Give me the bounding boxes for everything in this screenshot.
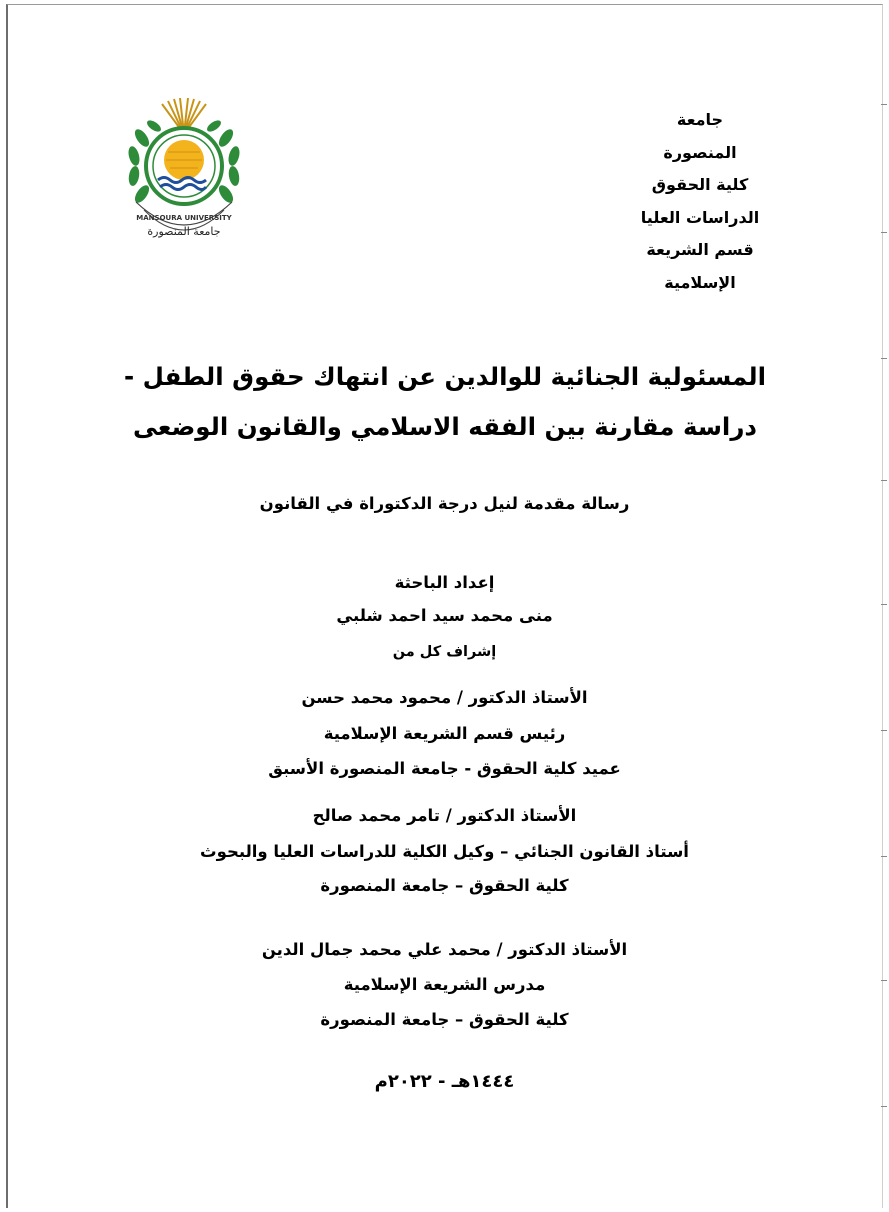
- title-line-2: دراسة مقارنة بين الفقه الاسلامي والقانون الوضعى: [132, 412, 757, 441]
- degree-line: رسالة مقدمة لنيل درجة الدكتوراة في القانون: [259, 494, 630, 513]
- logo-ring-text-ar: جامعة المنصورة: [147, 225, 221, 238]
- supervision-label: إشراف كل من: [392, 644, 497, 660]
- prepared-by-label: إعداد الباحثة: [394, 573, 495, 592]
- supervisor-1-title: عميد كلية الحقوق - جامعة المنصورة الأسبق: [268, 759, 621, 778]
- university-logo: [122, 98, 246, 240]
- supervisor-3-title: مدرس الشريعة الإسلامية: [343, 975, 546, 994]
- university-line: قسم الشريعة: [646, 240, 754, 259]
- date-line: ١٤٤٤هـ - ٢٠٢٢م: [374, 1071, 515, 1092]
- researcher-name: منى محمد سيد احمد شلبي: [336, 606, 553, 625]
- university-line: الإسلامية: [664, 272, 736, 292]
- title-line-1: المسئولية الجنائية للوالدين عن انتهاك حقوق الطفل -: [123, 362, 767, 391]
- logo-ring-text-en: MANSOURA UNIVERSITY: [136, 214, 232, 222]
- university-line: الدراسات العليا: [640, 207, 760, 227]
- supervisor-3-title: كلية الحقوق – جامعة المنصورة: [320, 1010, 569, 1029]
- supervisor-2-title: كلية الحقوق – جامعة المنصورة: [320, 876, 569, 895]
- supervisor-1-title: رئيس قسم الشريعة الإسلامية: [323, 724, 566, 743]
- supervisor-1-name: الأستاذ الدكتور / محمود محمد حسن: [301, 688, 588, 707]
- university-line: المنصورة: [663, 142, 737, 162]
- university-line: كلية الحقوق: [651, 175, 749, 194]
- supervisor-2-name: الأستاذ الدكتور / تامر محمد صالح: [312, 806, 577, 825]
- university-header: [560, 104, 840, 299]
- university-line: جامعة: [676, 110, 724, 129]
- supervisor-3-name: الأستاذ الدكتور / محمد علي محمد جمال الدين: [261, 940, 628, 959]
- supervisor-2-title: أستاذ القانون الجنائي – وكيل الكلية للدراسات العليا والبحوث: [200, 842, 689, 861]
- thesis-title: [60, 352, 830, 452]
